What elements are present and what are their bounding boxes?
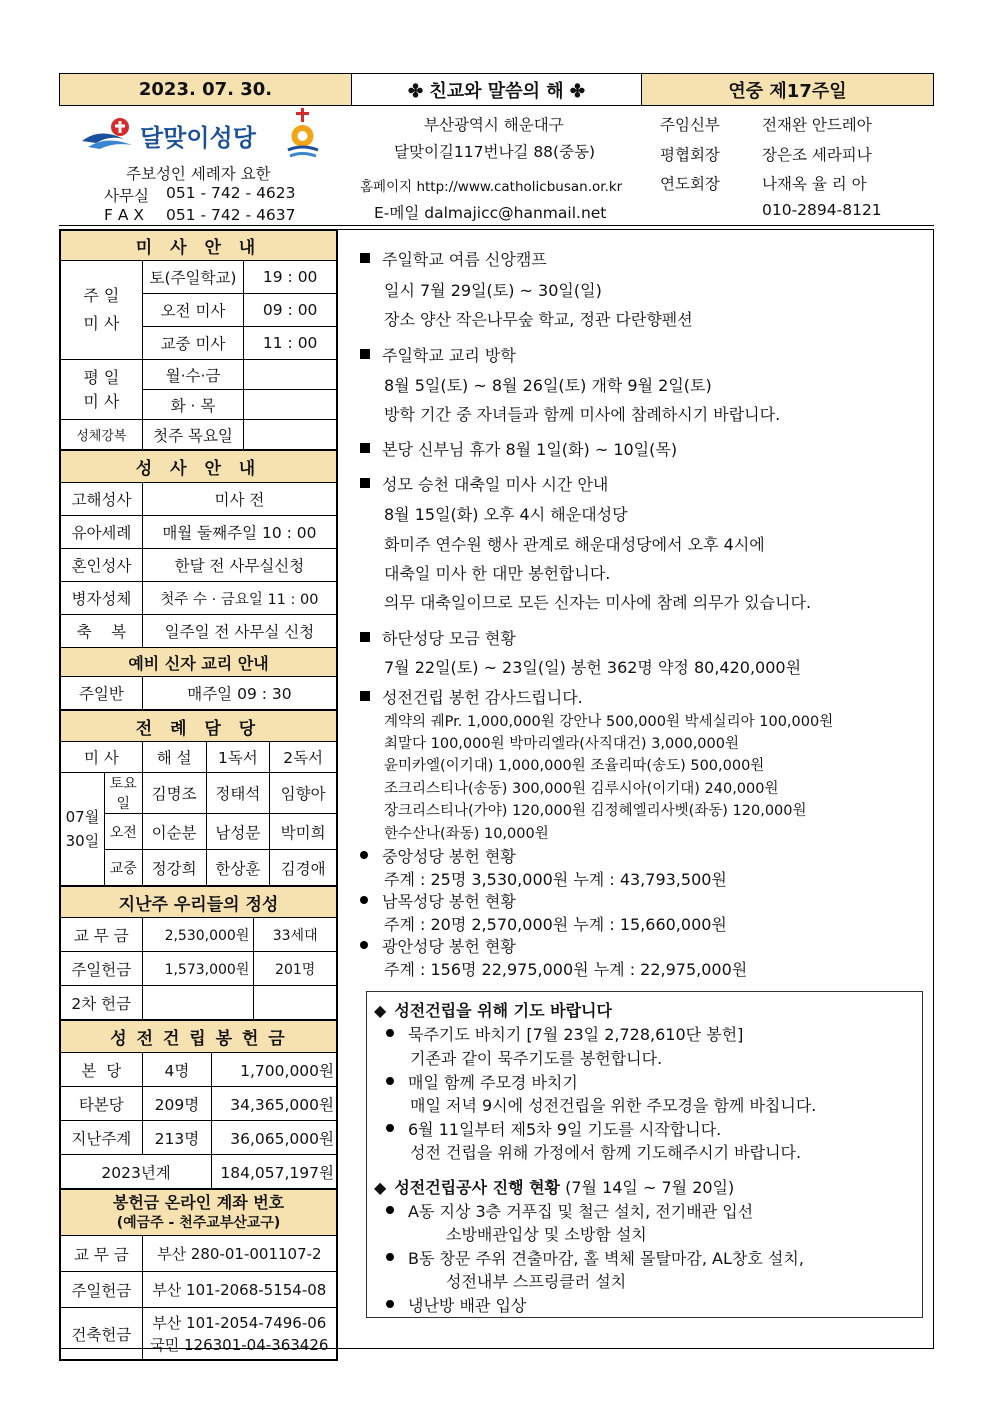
progress-item-text: 냉난방 배관 입상 xyxy=(408,1296,527,1315)
notice-camp xyxy=(360,247,547,270)
round-bullet-icon xyxy=(386,1253,394,1261)
sacrament-table xyxy=(60,450,337,710)
offering-amount: 2,530,000원 xyxy=(142,918,254,952)
prayer-item-text: 매일 함께 주모경 바치기 xyxy=(408,1073,578,1092)
building-fund-title: 성 전 건 립 봉 헌 금 xyxy=(61,1021,337,1053)
square-bullet-icon xyxy=(360,691,370,701)
catechumen-value: 매주일 09 : 30 xyxy=(142,677,336,710)
homepage-link[interactable]: 홈페이지 http://www.catholicbusan.or.kr xyxy=(360,179,623,195)
sacrament-label: 고해성사 xyxy=(61,483,143,516)
account-label: 교 무 금 xyxy=(61,1236,143,1272)
notice-line: 장소 양산 작은나무숲 학교, 정관 다란향펜션 xyxy=(384,310,693,329)
office-label: 사무실 xyxy=(104,187,149,205)
donor-line: 조크리스티나(송동) 300,000원 김루시아(이기대) 240,000원 xyxy=(384,781,779,797)
prayer-item xyxy=(386,1022,743,1045)
round-bullet-icon xyxy=(386,1077,394,1085)
notice-line: 화미주 연수원 행사 관계로 해운대성당에서 오후 4시에 xyxy=(384,535,765,554)
progress-item xyxy=(386,1199,753,1222)
staff-role-1: 주임신부 xyxy=(660,116,720,134)
sacrament-value: 매월 둘째주일 10 : 00 xyxy=(142,516,336,549)
sacrament-label: 축 복 xyxy=(61,615,143,648)
diamond-bullet-icon: ◆ xyxy=(374,1001,387,1020)
notice-title: 광안성당 봉헌 현황 xyxy=(382,937,516,956)
account-number: 부산 101-2068-5154-08 xyxy=(142,1272,336,1308)
commentator: 김명조 xyxy=(142,773,206,814)
mass-name: 월·수·금 xyxy=(142,360,244,390)
donor-line: 장크리스티나(가야) 120,000원 김정혜엘리사벳(좌동) 120,000원 xyxy=(384,803,807,819)
fund-amount: 34,365,000원 xyxy=(212,1087,337,1121)
adoration-label: 성체강복 xyxy=(61,420,143,450)
progress-item-text: A동 지상 3층 거푸집 및 철근 설치, 전기배관 입선 xyxy=(408,1202,754,1221)
prayer-detail: 매일 저녁 9시에 성전건립을 위한 주모경을 함께 바칩니다. xyxy=(410,1096,817,1115)
fund-label: 본 당 xyxy=(61,1053,143,1087)
parish-name: 달맞이성당 xyxy=(140,124,256,152)
mass-time xyxy=(244,360,337,390)
fund-count: 213명 xyxy=(142,1121,212,1155)
square-bullet-icon xyxy=(360,478,370,488)
notice-line: 8월 5일(토) ~ 8월 26일(토) 개학 9월 2일(토) xyxy=(384,376,712,395)
sunday-mass-label: 주 일 미 사 xyxy=(61,261,143,360)
sacrament-title: 성 사 안 내 xyxy=(61,451,337,483)
mass-time: 19 : 00 xyxy=(244,261,337,294)
prayer-item xyxy=(386,1117,721,1140)
notice-line: 주계 : 20명 2,570,000원 누계 : 15,660,000원 xyxy=(384,915,727,934)
fax-number: 051 - 742 - 4637 xyxy=(166,206,296,224)
notice-line: 의무 대축일이므로 모든 신자는 미사에 참례 의무가 있습니다. xyxy=(384,593,812,612)
catechumen-label: 주일반 xyxy=(61,677,143,710)
accounts-title xyxy=(61,1190,337,1236)
catechumen-title: 예비 신자 교리 안내 xyxy=(61,648,337,677)
notice-line: 대축일 미사 한 대만 봉헌합니다. xyxy=(384,564,611,583)
donor-line: 최말다 100,000원 박마리엘라(사직대건) 3,000,000원 xyxy=(384,736,739,752)
reader-2: 김경애 xyxy=(270,850,337,886)
round-bullet-icon xyxy=(360,851,368,859)
fund-count: 4명 xyxy=(142,1053,212,1087)
account-number: 부산 101-2054-7496-06 xyxy=(152,1313,327,1332)
prayer-item-text: 묵주기도 바치기 [7월 23일 2,728,610단 봉헌] xyxy=(408,1025,744,1044)
address-line-2: 달맞이길117번나길 88(중동) xyxy=(394,143,596,161)
accounts-heading: 봉헌금 온라인 계좌 번호 xyxy=(112,1192,285,1212)
notice-jungang xyxy=(360,844,516,867)
liturgy-mass: 토요일 xyxy=(104,773,142,814)
patron-saint: 주보성인 세례자 요한 xyxy=(126,165,271,183)
notice-title: 주일학교 여름 신앙캠프 xyxy=(382,250,547,269)
fund-year-total: 184,057,197원 xyxy=(212,1155,337,1189)
reader-2: 박미희 xyxy=(270,814,337,850)
fund-label: 지난주계 xyxy=(61,1121,143,1155)
offering-label: 2차 헌금 xyxy=(61,986,143,1020)
staff-name-1: 전재완 안드레아 xyxy=(762,116,872,134)
staff-name-2: 장은조 세라피나 xyxy=(762,146,872,164)
reader-1: 한상훈 xyxy=(206,850,270,886)
accounts-holder: (예금주 - 천주교부산교구) xyxy=(116,1214,281,1231)
notice-title: 본당 신부님 휴가 8월 1일(화) ~ 10일(목) xyxy=(382,440,678,459)
progress-title: 성전건립공사 진행 현황 xyxy=(394,1178,561,1197)
round-bullet-icon xyxy=(360,941,368,949)
account-label: 주일헌금 xyxy=(61,1272,143,1308)
prayer-item xyxy=(386,1070,578,1093)
fund-year-label: 2023년계 xyxy=(61,1155,212,1189)
mass-name: 교중 미사 xyxy=(142,327,244,360)
bulletin-date: 2023. 07. 30. xyxy=(60,74,352,105)
mass-title: 미 사 안 내 xyxy=(61,231,337,261)
sacrament-label: 혼인성사 xyxy=(61,549,143,582)
notice-line: 7월 22일(토) ~ 23일(일) 봉헌 362명 약정 80,420,000원 xyxy=(384,658,802,677)
donor-line: 윤미카엘(이기대) 1,000,000원 조율리따(송도) 500,000원 xyxy=(384,758,765,774)
offering-label: 주일헌금 xyxy=(61,952,143,986)
progress-item-text: B동 창문 주위 견출마감, 홀 벽체 몰탈마감, AL창호 설치, xyxy=(408,1249,804,1268)
notice-title: 하단성당 모금 현황 xyxy=(382,629,516,648)
progress-detail: 소방배관입상 및 소방함 설치 xyxy=(446,1225,647,1244)
sacrament-value: 첫주 수 · 금요일 11 : 00 xyxy=(142,582,336,615)
staff-role-3: 연도회장 xyxy=(660,175,720,193)
square-bullet-icon xyxy=(360,253,370,263)
donor-line: 한수산나(좌동) 10,000원 xyxy=(384,826,549,842)
notice-thanks xyxy=(360,685,583,708)
mass-name: 화 · 목 xyxy=(142,390,244,420)
notice-assumption xyxy=(360,472,608,495)
fax-label: F A X xyxy=(104,206,144,224)
notice-title: 주일학교 교리 방학 xyxy=(382,346,516,365)
account-number: 국민 126301-04-363426 xyxy=(150,1335,329,1354)
email-address[interactable]: E-메일 dalmajicc@hanmail.net xyxy=(374,204,607,222)
square-bullet-icon xyxy=(360,632,370,642)
liturgy-table xyxy=(60,710,337,886)
square-bullet-icon xyxy=(360,443,370,453)
liturgy-header: 미 사 xyxy=(61,742,143,773)
address-line-1: 부산광역시 해운대구 xyxy=(424,116,564,134)
sacrament-value: 미사 전 xyxy=(142,483,336,516)
prayer-detail: 기존과 같이 묵주기도를 봉헌합니다. xyxy=(410,1049,663,1068)
round-bullet-icon xyxy=(386,1029,394,1037)
liturgical-sunday: 연중 제17주일 xyxy=(642,74,933,105)
reader-1: 정태석 xyxy=(206,773,270,814)
fund-amount: 1,700,000원 xyxy=(212,1053,337,1087)
liturgy-mass: 오전 xyxy=(104,814,142,850)
liturgy-header: 해 설 xyxy=(142,742,206,773)
notice-line: 8월 15일(화) 오후 4시 해운대성당 xyxy=(384,505,628,524)
liturgy-header: 2독서 xyxy=(270,742,337,773)
offering-title: 지난주 우리들의 정성 xyxy=(61,887,337,918)
prayer-title: 성전건립을 위해 기도 바랍니다 xyxy=(394,1001,612,1020)
fund-count: 209명 xyxy=(142,1087,212,1121)
commentator: 이순분 xyxy=(142,814,206,850)
round-bullet-icon xyxy=(360,896,368,904)
prayer-heading xyxy=(374,998,612,1021)
mass-table xyxy=(60,230,337,450)
donor-line: 계약의 궤Pr. 1,000,000원 강안나 500,000원 박세실리아 100,000원 xyxy=(384,714,834,730)
notice-pastor xyxy=(360,437,677,460)
fund-amount: 36,065,000원 xyxy=(212,1121,337,1155)
notice-gwangan xyxy=(360,934,516,957)
mass-name: 오전 미사 xyxy=(142,294,244,327)
progress-heading xyxy=(374,1175,734,1198)
notice-title: 성전건립 봉헌 감사드립니다. xyxy=(382,688,583,707)
left-column xyxy=(59,229,338,1361)
liturgy-header: 1독서 xyxy=(206,742,270,773)
adoration-value: 첫주 목요일 xyxy=(142,420,244,450)
notice-line: 주계 : 156명 22,975,000원 누계 : 22,975,000원 xyxy=(384,960,748,979)
notice-title: 성모 승천 대축일 미사 시간 안내 xyxy=(382,475,609,494)
prayer-detail: 성전 건립을 위해 가정에서 함께 기도해주시기 바랍니다. xyxy=(410,1143,802,1162)
notice-line: 방학 기간 중 자녀들과 함께 미사에 참례하시기 바랍니다. xyxy=(384,405,781,424)
round-bullet-icon xyxy=(386,1206,394,1214)
notice-title: 중앙성당 봉헌 현황 xyxy=(382,847,516,866)
reader-2: 임향아 xyxy=(270,773,337,814)
account-label: 건축헌금 xyxy=(61,1308,143,1360)
offering-count: 201명 xyxy=(254,952,337,986)
building-fund-table xyxy=(60,1020,337,1189)
sacrament-label: 병자성체 xyxy=(61,582,143,615)
offering-label: 교 무 금 xyxy=(61,918,143,952)
offering-table xyxy=(60,886,337,1020)
notice-hadan xyxy=(360,626,516,649)
fund-label: 타본당 xyxy=(61,1087,143,1121)
account-numbers xyxy=(142,1308,336,1360)
square-bullet-icon xyxy=(360,349,370,359)
liturgy-title: 전 례 담 당 xyxy=(61,711,337,742)
notice-title: 남목성당 봉헌 현황 xyxy=(382,892,516,911)
round-bullet-icon xyxy=(386,1300,394,1308)
offering-amount xyxy=(142,986,254,1020)
logo-waves-icon xyxy=(80,115,140,155)
contact-phone: 010-2894-8121 xyxy=(762,201,882,219)
offering-amount: 1,573,000원 xyxy=(142,952,254,986)
parish-logo xyxy=(80,115,140,155)
moon-cross-icon xyxy=(284,108,322,164)
progress-detail: 성전내부 스프링클러 설치 xyxy=(446,1272,627,1291)
account-number: 부산 280-01-001107-2 xyxy=(142,1236,336,1272)
progress-item xyxy=(386,1293,526,1316)
diamond-bullet-icon: ◆ xyxy=(374,1178,387,1197)
mass-time: 09 : 00 xyxy=(244,294,337,327)
staff-role-2: 평협회장 xyxy=(660,146,720,164)
notice-nammok xyxy=(360,889,516,912)
progress-period: (7월 14일 ~ 7월 20일) xyxy=(565,1178,735,1197)
sacrament-value: 일주일 전 사무실 신청 xyxy=(142,615,336,648)
commentator: 정강희 xyxy=(142,850,206,886)
mass-name: 토(주일학교) xyxy=(142,261,244,294)
office-phone: 051 - 742 - 4623 xyxy=(166,184,296,202)
liturgy-mass: 교중 xyxy=(104,850,142,886)
mass-time xyxy=(244,390,337,420)
mass-time: 11 : 00 xyxy=(244,327,337,360)
notice-vacation xyxy=(360,343,516,366)
weekday-mass-label: 평 일 미 사 xyxy=(61,360,143,420)
sacrament-label: 유아세례 xyxy=(61,516,143,549)
offering-count: 33세대 xyxy=(254,918,337,952)
round-bullet-icon xyxy=(386,1124,394,1132)
year-theme: ✤ 친교와 말씀의 해 ✤ xyxy=(352,74,642,105)
notice-line: 주계 : 25명 3,530,000원 누계 : 43,793,500원 xyxy=(384,870,727,889)
accounts-table xyxy=(60,1189,337,1360)
header-bar xyxy=(59,73,934,106)
sacrament-value: 한달 전 사무실신청 xyxy=(142,549,336,582)
progress-item xyxy=(386,1246,804,1269)
liturgy-date: 07월 30일 xyxy=(61,773,105,886)
prayer-item-text: 6월 11일부터 제5차 9일 기도를 시작합니다. xyxy=(408,1120,722,1139)
notice-line: 일시 7월 29일(토) ~ 30일(일) xyxy=(384,281,602,300)
reader-1: 남성문 xyxy=(206,814,270,850)
staff-name-3: 나재옥 율 리 아 xyxy=(762,175,867,193)
offering-count xyxy=(254,986,337,1020)
